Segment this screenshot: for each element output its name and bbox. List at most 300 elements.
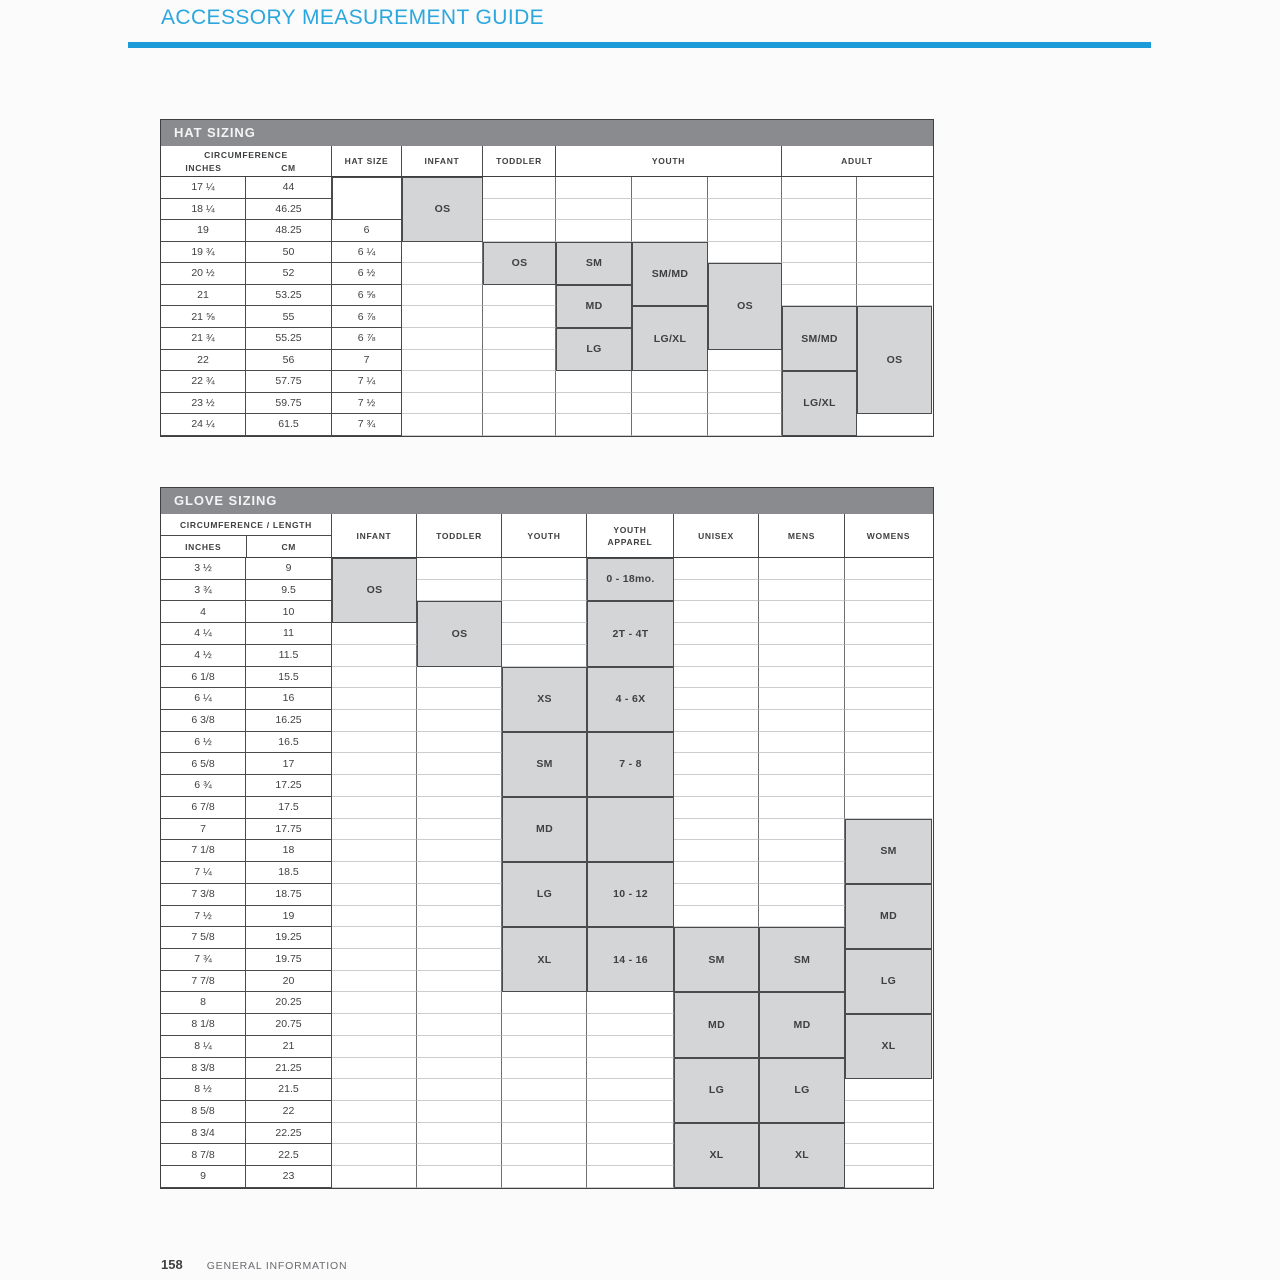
- grid-cell: [759, 797, 845, 819]
- grid-cell: [632, 371, 708, 393]
- grid-cell: [332, 1079, 417, 1101]
- grid-cell: [417, 710, 502, 732]
- glove-header-womens: WOMENS: [866, 530, 911, 541]
- grid-cell: [502, 1144, 587, 1166]
- grid-cell: [632, 220, 708, 242]
- measurement-value-cell: 21 ¾: [161, 328, 246, 350]
- hat-table-header: [161, 146, 933, 177]
- grid-cell: [417, 884, 502, 906]
- grid-cell: [674, 558, 759, 580]
- measurement-value-cell: 24 ¼: [161, 414, 246, 436]
- grid-cell: [674, 862, 759, 884]
- grid-cell: [759, 753, 845, 775]
- grid-cell: [556, 220, 632, 242]
- measurement-value-cell: 56: [246, 350, 332, 372]
- grid-cell: [674, 580, 759, 602]
- grid-cell: [674, 775, 759, 797]
- grid-cell: [332, 688, 417, 710]
- measurement-value-cell: 8 7/8: [161, 1144, 246, 1166]
- measurement-value-cell: 8 5/8: [161, 1101, 246, 1123]
- grid-cell: [845, 645, 932, 667]
- grid-cell: [708, 414, 782, 436]
- grid-cell: [587, 1144, 674, 1166]
- size-range-cell: LG: [556, 328, 632, 371]
- grid-cell: [417, 862, 502, 884]
- grid-cell: [759, 819, 845, 841]
- measurement-value-cell: 59.75: [246, 393, 332, 415]
- glove-table-title: GLOVE SIZING: [161, 488, 933, 514]
- grid-cell: [417, 688, 502, 710]
- measurement-value-cell: 46.25: [246, 199, 332, 221]
- measurement-value-cell: 3 ½: [161, 558, 246, 580]
- measurement-value-cell: 7: [161, 819, 246, 841]
- grid-cell: [332, 1014, 417, 1036]
- glove-table-body: [161, 558, 933, 1188]
- hat-header-adult: ADULT: [841, 156, 873, 166]
- grid-cell: [483, 306, 556, 328]
- size-range-cell: MD: [556, 285, 632, 328]
- size-range-cell: 7 - 8: [587, 732, 674, 797]
- measurement-value-cell: 8 1/8: [161, 1014, 246, 1036]
- measurement-value-cell: 8: [161, 992, 246, 1014]
- grid-cell: [587, 1123, 674, 1145]
- size-range-cell: LG/XL: [632, 306, 708, 371]
- grid-cell: [332, 1058, 417, 1080]
- grid-cell: [857, 220, 932, 242]
- grid-cell: [759, 775, 845, 797]
- measurement-value-cell: 23: [246, 1166, 332, 1188]
- hat-header-circumference: [161, 146, 332, 176]
- grid-cell: [674, 753, 759, 775]
- units-subrow: [161, 536, 331, 557]
- measurement-value-cell: 19: [246, 906, 332, 928]
- grid-cell: [632, 199, 708, 221]
- size-range-cell: XL: [674, 1123, 759, 1188]
- grid-cell: [332, 927, 417, 949]
- measurement-value-cell: 19.25: [246, 927, 332, 949]
- grid-cell: [674, 732, 759, 754]
- title-rule: [128, 42, 1151, 48]
- measurement-value-cell: 7 ½: [332, 393, 402, 415]
- measurement-value-cell: 9: [161, 1166, 246, 1188]
- measurement-value-cell: 6 ¼: [332, 242, 402, 264]
- measurement-value-cell: 6 ⅝: [332, 285, 402, 307]
- grid-cell: [587, 992, 674, 1014]
- grid-cell: [417, 971, 502, 993]
- grid-cell: [845, 688, 932, 710]
- grid-cell: [417, 1123, 502, 1145]
- measurement-value-cell: 22.25: [246, 1123, 332, 1145]
- grid-cell: [845, 710, 932, 732]
- measurement-value-cell: 15.5: [246, 667, 332, 689]
- grid-cell: [759, 601, 845, 623]
- measurement-value-cell: 17.25: [246, 775, 332, 797]
- size-range-cell: SM: [502, 732, 587, 797]
- size-range-cell: SM: [759, 927, 845, 992]
- measurement-value-cell: 10: [246, 601, 332, 623]
- grid-cell: [708, 350, 782, 372]
- page-title: ACCESSORY MEASUREMENT GUIDE: [161, 6, 545, 29]
- size-range-cell: XS: [502, 667, 587, 732]
- grid-cell: [782, 199, 857, 221]
- units-subrow: [161, 163, 331, 173]
- grid-cell: [857, 263, 932, 285]
- size-range-cell: SM: [674, 927, 759, 992]
- grid-cell: [845, 775, 932, 797]
- grid-cell: [417, 1036, 502, 1058]
- grid-cell: [402, 328, 483, 350]
- grid-cell: [483, 371, 556, 393]
- grid-cell: [483, 414, 556, 436]
- grid-cell: [556, 393, 632, 415]
- size-range-cell: 4 - 6X: [587, 667, 674, 732]
- measurement-value-cell: 7 5/8: [161, 927, 246, 949]
- measurement-value-cell: 20 ½: [161, 263, 246, 285]
- grid-cell: [332, 992, 417, 1014]
- grid-cell: [332, 840, 417, 862]
- size-range-cell: OS: [402, 177, 483, 242]
- grid-cell: [332, 1166, 417, 1188]
- hat-header-youth: YOUTH: [556, 146, 782, 176]
- measurement-value-cell: 6 ⅞: [332, 306, 402, 328]
- grid-cell: [857, 242, 932, 264]
- grid-cell: [759, 884, 845, 906]
- size-range-cell: MD: [674, 992, 759, 1057]
- grid-cell: [402, 350, 483, 372]
- grid-cell: [845, 797, 932, 819]
- measurement-value-cell: 55.25: [246, 328, 332, 350]
- measurement-value-cell: 53.25: [246, 285, 332, 307]
- measurement-value-cell: 48.25: [246, 220, 332, 242]
- measurement-value-cell: 4 ½: [161, 645, 246, 667]
- measurement-value-cell: 6: [332, 220, 402, 242]
- size-range-cell: XL: [759, 1123, 845, 1188]
- glove-sizing-table: [160, 487, 934, 1189]
- hat-table-title: HAT SIZING: [161, 120, 933, 146]
- grid-cell: [845, 623, 932, 645]
- grid-cell: [759, 688, 845, 710]
- grid-cell: [708, 220, 782, 242]
- grid-cell: [417, 819, 502, 841]
- grid-cell: [502, 1014, 587, 1036]
- grid-cell: [417, 558, 502, 580]
- size-range-cell: 14 - 16: [587, 927, 674, 992]
- measurement-value-cell: 7 7/8: [161, 971, 246, 993]
- measurement-value-cell: 3 ¾: [161, 580, 246, 602]
- measurement-value-cell: 16.25: [246, 710, 332, 732]
- grid-cell: [857, 414, 932, 436]
- measurement-value-cell: 55: [246, 306, 332, 328]
- grid-cell: [708, 242, 782, 264]
- grid-cell: [332, 710, 417, 732]
- size-range-cell: SM/MD: [632, 242, 708, 307]
- grid-cell: [417, 1014, 502, 1036]
- measurement-value-cell: 19 ¾: [161, 242, 246, 264]
- grid-cell: [674, 667, 759, 689]
- measurement-value-cell: 22: [161, 350, 246, 372]
- grid-cell: [502, 558, 587, 580]
- grid-cell: [502, 580, 587, 602]
- grid-cell: [632, 177, 708, 199]
- glove-header-inches: INCHES: [161, 536, 247, 557]
- grid-cell: [483, 393, 556, 415]
- size-range-cell: [587, 797, 674, 862]
- size-range-cell: XL: [845, 1014, 932, 1079]
- measurement-value-cell: 9.5: [246, 580, 332, 602]
- measurement-value-cell: 17.5: [246, 797, 332, 819]
- page-footer: [161, 1257, 347, 1272]
- hat-header-inches: INCHES: [185, 162, 222, 173]
- measurement-value-cell: 7 ¼: [332, 371, 402, 393]
- grid-cell: [332, 753, 417, 775]
- measurement-value-cell: 6 1/8: [161, 667, 246, 689]
- youth-apparel-line1: YOUTH: [613, 524, 647, 535]
- measurement-value-cell: 7 ¼: [161, 862, 246, 884]
- measurement-value-cell: 4: [161, 601, 246, 623]
- grid-cell: [782, 285, 857, 307]
- measurement-value-cell: 19.75: [246, 949, 332, 971]
- measurement-value-cell: 8 3/4: [161, 1123, 246, 1145]
- grid-cell: [759, 906, 845, 928]
- grid-cell: [332, 775, 417, 797]
- grid-cell: [674, 710, 759, 732]
- size-range-cell: SM/MD: [782, 306, 857, 371]
- measurement-value-cell: 4 ¼: [161, 623, 246, 645]
- grid-cell: [587, 1036, 674, 1058]
- measurement-value-cell: 21.25: [246, 1058, 332, 1080]
- hat-table-body: [161, 177, 933, 436]
- glove-header-cm: CM: [281, 541, 297, 552]
- measurement-value-cell: 18: [246, 840, 332, 862]
- grid-cell: [332, 971, 417, 993]
- grid-cell: [845, 667, 932, 689]
- measurement-value-cell: 21: [161, 285, 246, 307]
- grid-cell: [402, 285, 483, 307]
- measurement-value-cell: 21 ⅝: [161, 306, 246, 328]
- grid-cell: [759, 840, 845, 862]
- measurement-value-cell: 20.25: [246, 992, 332, 1014]
- grid-cell: [417, 753, 502, 775]
- grid-cell: [402, 263, 483, 285]
- grid-cell: [483, 328, 556, 350]
- size-range-cell: OS: [483, 242, 556, 285]
- grid-cell: [417, 992, 502, 1014]
- grid-cell: [332, 645, 417, 667]
- measurement-value-cell: 21.5: [246, 1079, 332, 1101]
- grid-cell: [417, 1166, 502, 1188]
- measurement-value-cell: 16.5: [246, 732, 332, 754]
- size-range-cell: OS: [708, 263, 782, 349]
- grid-cell: [417, 840, 502, 862]
- grid-cell: [782, 242, 857, 264]
- hat-header-cm: CM: [281, 162, 296, 173]
- grid-cell: [759, 862, 845, 884]
- grid-cell: [402, 393, 483, 415]
- measurement-value-cell: 7: [332, 350, 402, 372]
- grid-cell: [845, 753, 932, 775]
- grid-cell: [417, 775, 502, 797]
- glove-header-toddler: TODDLER: [417, 514, 502, 557]
- grid-cell: [332, 1123, 417, 1145]
- measurement-value-cell: 16: [246, 688, 332, 710]
- grid-cell: [674, 688, 759, 710]
- size-range-cell: 10 - 12: [587, 862, 674, 927]
- grid-cell: [782, 263, 857, 285]
- grid-cell: [483, 199, 556, 221]
- grid-cell: [759, 623, 845, 645]
- measurement-value-cell: 20.75: [246, 1014, 332, 1036]
- grid-cell: [845, 580, 932, 602]
- grid-cell: [502, 1058, 587, 1080]
- size-range-cell: LG/XL: [782, 371, 857, 436]
- grid-cell: [332, 884, 417, 906]
- footer-page-number: 158: [161, 1257, 183, 1272]
- grid-cell: [417, 1058, 502, 1080]
- measurement-value-cell: 61.5: [246, 414, 332, 436]
- grid-cell: [417, 927, 502, 949]
- grid-cell: [845, 732, 932, 754]
- size-range-cell: MD: [845, 884, 932, 949]
- measurement-value-cell: 17: [246, 753, 332, 775]
- measurement-value-cell: 6 7/8: [161, 797, 246, 819]
- grid-cell: [332, 819, 417, 841]
- grid-cell: [587, 1014, 674, 1036]
- size-range-cell: OS: [417, 601, 502, 666]
- grid-cell: [332, 797, 417, 819]
- grid-cell: [417, 732, 502, 754]
- measurement-value-cell: 9: [246, 558, 332, 580]
- size-range-cell: LG: [502, 862, 587, 927]
- grid-cell: [502, 1036, 587, 1058]
- size-range-cell: LG: [674, 1058, 759, 1123]
- grid-cell: [332, 623, 417, 645]
- measurement-value-cell: 11: [246, 623, 332, 645]
- grid-cell: [332, 949, 417, 971]
- measurement-value-cell: 22 ¾: [161, 371, 246, 393]
- grid-cell: [845, 1144, 932, 1166]
- grid-cell: [332, 732, 417, 754]
- measurement-value-cell: 18.5: [246, 862, 332, 884]
- grid-cell: [587, 1079, 674, 1101]
- measurement-value-cell: 6 5/8: [161, 753, 246, 775]
- hat-header-hat-size: HAT SIZE: [332, 146, 402, 176]
- size-range-cell: XL: [502, 927, 587, 992]
- grid-cell: [845, 1101, 932, 1123]
- grid-cell: [708, 393, 782, 415]
- grid-cell: [502, 1079, 587, 1101]
- grid-cell: [502, 1123, 587, 1145]
- grid-cell: [845, 1123, 932, 1145]
- circumference-label: CIRCUMFERENCE: [204, 149, 288, 160]
- circumference-length-label: CIRCUMFERENCE / LENGTH: [161, 514, 331, 536]
- measurement-value-cell: 6 ½: [332, 263, 402, 285]
- grid-cell: [759, 558, 845, 580]
- grid-cell: [332, 1101, 417, 1123]
- grid-cell: [483, 285, 556, 307]
- grid-cell: [417, 906, 502, 928]
- grid-cell: [632, 414, 708, 436]
- measurement-value-cell: 22.5: [246, 1144, 332, 1166]
- size-range-cell: MD: [759, 992, 845, 1057]
- grid-cell: [674, 884, 759, 906]
- measurement-value-cell: 19: [161, 220, 246, 242]
- measurement-value-cell: 8 3/8: [161, 1058, 246, 1080]
- measurement-value-cell: 8 ½: [161, 1079, 246, 1101]
- glove-header-youth-apparel: [587, 514, 674, 557]
- grid-cell: [483, 220, 556, 242]
- grid-cell: [332, 1144, 417, 1166]
- size-range-cell: MD: [502, 797, 587, 862]
- grid-cell: [759, 710, 845, 732]
- grid-cell: [782, 220, 857, 242]
- grid-cell: [782, 177, 857, 199]
- measurement-value-cell: 6 ⅞: [332, 328, 402, 350]
- measurement-value-cell: 57.75: [246, 371, 332, 393]
- grid-cell: [402, 371, 483, 393]
- size-range-cell: [332, 177, 402, 220]
- grid-cell: [502, 623, 587, 645]
- grid-cell: [417, 1144, 502, 1166]
- grid-cell: [502, 992, 587, 1014]
- grid-cell: [402, 414, 483, 436]
- grid-cell: [857, 199, 932, 221]
- grid-cell: [674, 840, 759, 862]
- measurement-value-cell: 7 ½: [161, 906, 246, 928]
- grid-cell: [556, 177, 632, 199]
- grid-cell: [502, 1166, 587, 1188]
- grid-cell: [417, 949, 502, 971]
- measurement-value-cell: 17.75: [246, 819, 332, 841]
- grid-cell: [417, 667, 502, 689]
- grid-cell: [332, 906, 417, 928]
- grid-cell: [556, 199, 632, 221]
- footer-section-label: GENERAL INFORMATION: [206, 1260, 348, 1272]
- grid-cell: [674, 623, 759, 645]
- measurement-value-cell: 11.5: [246, 645, 332, 667]
- measurement-value-cell: 21: [246, 1036, 332, 1058]
- grid-cell: [417, 580, 502, 602]
- size-range-cell: OS: [857, 306, 932, 414]
- measurement-value-cell: 7 ¾: [332, 414, 402, 436]
- glove-header-youth: YOUTH: [502, 514, 587, 557]
- grid-cell: [332, 862, 417, 884]
- measurement-value-cell: 6 ¾: [161, 775, 246, 797]
- size-range-cell: LG: [845, 949, 932, 1014]
- grid-cell: [587, 1166, 674, 1188]
- measurement-value-cell: 52: [246, 263, 332, 285]
- grid-cell: [708, 177, 782, 199]
- grid-cell: [674, 906, 759, 928]
- grid-cell: [502, 601, 587, 623]
- glove-header-unisex: UNISEX: [674, 514, 759, 557]
- grid-cell: [845, 1079, 932, 1101]
- grid-cell: [674, 601, 759, 623]
- grid-cell: [402, 306, 483, 328]
- grid-cell: [632, 393, 708, 415]
- grid-cell: [402, 242, 483, 264]
- glove-header-circumference: [161, 514, 332, 557]
- measurement-value-cell: 23 ½: [161, 393, 246, 415]
- hat-sizing-table: [160, 119, 934, 437]
- grid-cell: [502, 1101, 587, 1123]
- measurement-value-cell: 44: [246, 177, 332, 199]
- grid-cell: [332, 667, 417, 689]
- measurement-value-cell: 17 ¼: [161, 177, 246, 199]
- grid-cell: [845, 601, 932, 623]
- grid-cell: [587, 1058, 674, 1080]
- hat-header-toddler: TODDLER: [483, 146, 556, 176]
- grid-cell: [708, 199, 782, 221]
